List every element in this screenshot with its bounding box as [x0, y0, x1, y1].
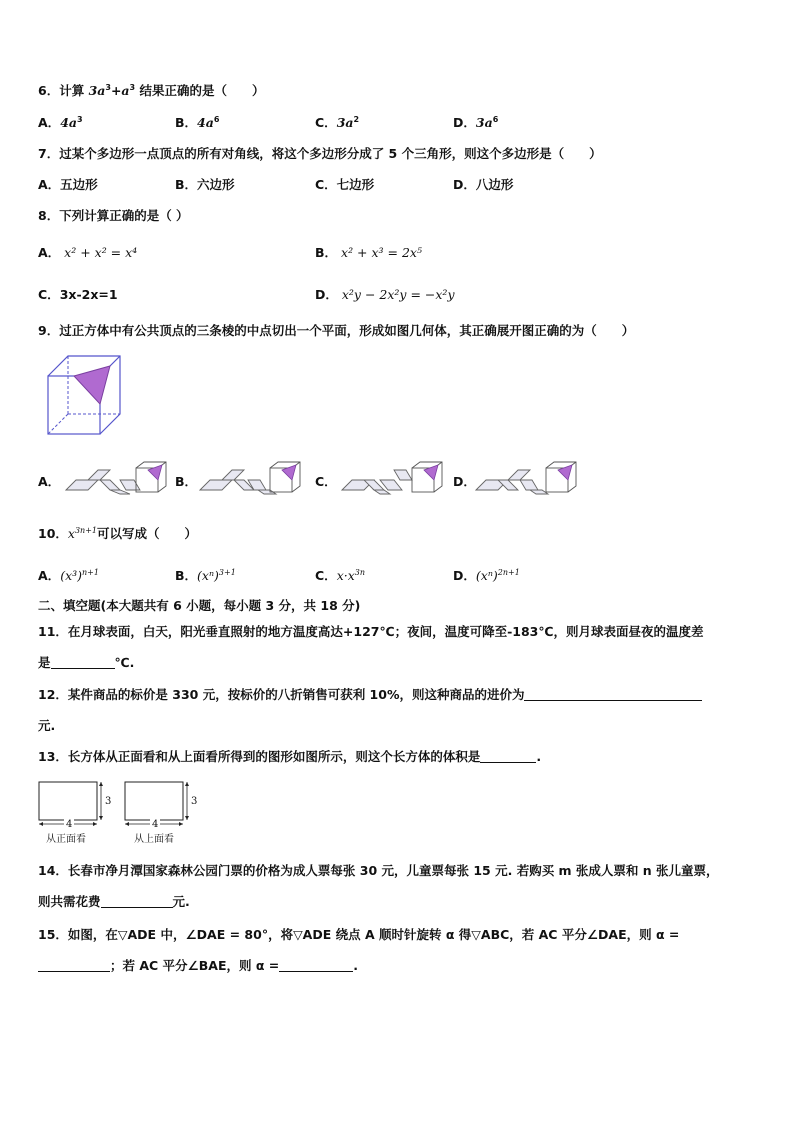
q8-option-a: A． x² + x² = x⁴ [38, 245, 138, 260]
q11-answer-blank[interactable] [51, 668, 115, 669]
q10-stem: 10．$x^{3n+1}$可以写成（ ） [38, 525, 198, 541]
q8-option-b: B． x² + x³ = 2x⁵ [315, 245, 422, 260]
q12-line2: 元. [38, 718, 56, 733]
q10-option-b: B．$(x^n)^{3+1}$ [175, 567, 236, 583]
q6-option-c: C．$3a^2$ [315, 114, 360, 130]
q6-stem: 6．计算 $3a^3+a^3$ 结果正确的是（ ） [38, 82, 265, 98]
q7-stem: 7．过某个多边形一点顶点的所有对角线，将这个多边形分成了 5 个三角形，则这个多边形是（ ） [38, 146, 602, 161]
q9-cut-triangle [74, 366, 110, 404]
q13-top-caption: 从上面看 [134, 834, 174, 845]
q15-line2: ；若 AC 平分∠BAE，则 α = . [38, 958, 358, 974]
section-2-title: 二、填空题(本大题共有 6 小题，每小题 3 分，共 18 分) [38, 598, 361, 613]
q9-net-b [198, 462, 304, 494]
q15-answer-blank-2[interactable] [279, 971, 353, 972]
q13-front-height: 3 [105, 796, 112, 807]
q9-option-d-label: D． [453, 474, 476, 489]
q12-line1: 12．某件商品的标价是 330 元，按标价的八折销售可获利 10%，则这种商品的进价为 [38, 687, 702, 703]
q13-front-width: 4 [64, 817, 74, 833]
q9-net-c [340, 462, 446, 494]
q8-stem: 8．下列计算正确的是（ ） [38, 208, 189, 223]
q9-net-d [474, 462, 580, 494]
q13-top-width: 4 [150, 817, 160, 833]
q8-option-d: D． x²y − 2x²y = −x²y [315, 287, 455, 302]
q15-line1: 15．如图，在▽ADE 中，∠DAE = 80°，将▽ADE 绕点 A 顺时针旋转 α 得▽ABC，若 AC 平分∠DAE，则 α = [38, 927, 680, 942]
q10-option-d: D．$(x^n)^{2n+1}$ [453, 567, 520, 583]
q7-option-a: A．五边形 [38, 177, 98, 192]
q13-answer-blank[interactable] [480, 762, 536, 763]
q11-line1: 11．在月球表面，白天，阳光垂直照射的地方温度高达+127℃；夜间，温度可降至-183℃，则月球表面昼夜的温度差 [38, 624, 704, 639]
q15-answer-blank-1[interactable] [38, 971, 110, 972]
q13-top-height: 3 [191, 796, 198, 807]
q14-line2: 则共需花费 元. [38, 894, 190, 909]
q8-option-c: C．3x-2x=1 [38, 287, 118, 302]
q7-option-c: C．七边形 [315, 177, 375, 192]
q11-line2: 是 ℃. [38, 655, 135, 670]
q9-option-a-label: A． [38, 474, 61, 489]
q6-option-a: A．$4a^3$ [38, 114, 83, 130]
q14-answer-blank[interactable] [101, 907, 173, 908]
q10-option-c: C．$x\cdot x^{3n}$ [315, 567, 366, 583]
q13-figure [38, 780, 208, 850]
q7-option-b: B．六边形 [175, 177, 235, 192]
q9-option-c-label: C． [315, 474, 337, 489]
q13-front-caption: 从正面看 [46, 834, 86, 845]
q13-stem: 13．长方体从正面看和从上面看所得到的图形如图所示，则这个长方体的体积是 . [38, 749, 542, 764]
q6-option-b: B．$4a^6$ [175, 114, 220, 130]
q12-answer-blank[interactable] [524, 700, 702, 701]
q9-stem: 9．过正方体中有公共顶点的三条棱的中点切出一个平面，形成如图几何体，其正确展开图正确的为（ ） [38, 323, 635, 338]
q9-net-a [64, 462, 170, 494]
q9-option-b-label: B． [175, 474, 198, 489]
q10-option-a: A．$(x^3)^{n+1}$ [38, 567, 99, 583]
q6-option-d: D．$3a^6$ [453, 114, 499, 130]
q7-option-d: D．八边形 [453, 177, 514, 192]
q14-line1: 14．长春市净月潭国家森林公园门票的价格为成人票每张 30 元，儿童票每张 15 元. 若购买 m 张成人票和 n 张儿童票， [38, 863, 719, 878]
q9-cube-figure [46, 352, 126, 438]
